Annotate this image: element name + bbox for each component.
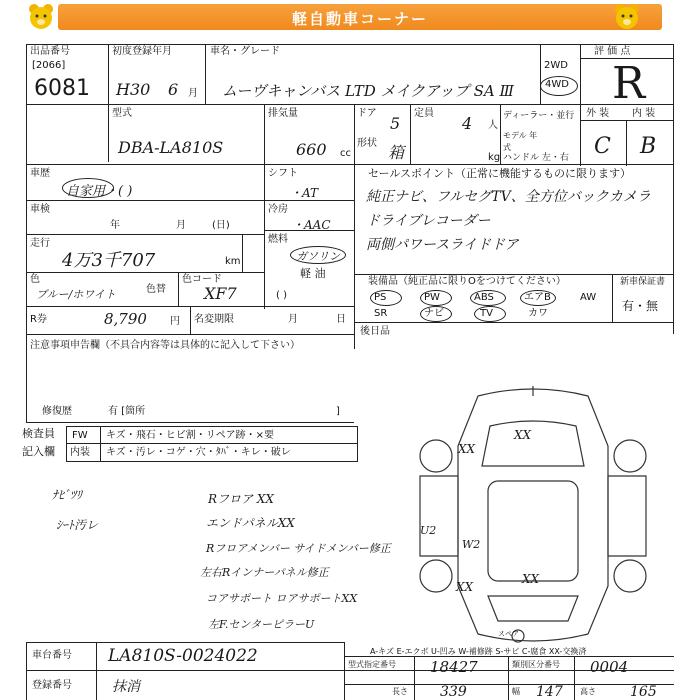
name-change-label: 名変期限 <box>194 314 234 325</box>
remark-2: エンドパネルXX <box>206 516 295 530</box>
cert-value: 18427 <box>430 658 478 676</box>
equip-circle <box>520 290 556 306</box>
cert-label: 型式指定番号 <box>348 660 396 669</box>
seat-label: 定員 <box>414 108 434 119</box>
banner-title: 軽自動車コーナー <box>291 10 428 28</box>
cc-value: 660 <box>296 140 327 159</box>
reg-year: H30 <box>116 80 151 99</box>
remark-left-1: ﾅﾋﾞﾂﾘ <box>52 488 83 502</box>
shift-label: シフト <box>268 168 298 179</box>
remark-1: Rフロア XX <box>208 492 274 506</box>
grade-value: R <box>612 58 646 109</box>
ext-label: 外 装 <box>586 108 610 119</box>
fw-value: キズ・飛石・ヒビ割・リペア跡・×要 <box>106 430 274 441</box>
reg-month-unit: 月 <box>188 88 198 99</box>
inspection-month: 月 <box>176 220 186 231</box>
damage-mark-4: XX <box>456 580 474 594</box>
equip-circle <box>474 306 506 322</box>
height-value: 165 <box>630 684 657 700</box>
inspection-label: 車検 <box>30 204 50 215</box>
damage-mark-5: U2 <box>420 524 437 537</box>
frame-line <box>26 44 27 344</box>
model-year-label: モデル 年式 <box>503 131 538 152</box>
reg-label: 初度登録年月 <box>112 46 172 57</box>
cooler-label: 冷房 <box>268 204 288 215</box>
lot-label: 出品番号 <box>30 46 70 57</box>
auction-sheet <box>0 34 700 700</box>
reg-number-label: 登録番号 <box>32 680 72 691</box>
class-label: 類別区分番号 <box>512 660 560 669</box>
equip-ps: PS <box>374 292 387 303</box>
equipment-label: 装備品（純正品に限りOをつけてください） <box>368 276 566 287</box>
damage-mark-1: XX <box>514 428 532 442</box>
color-code-label: 色コード <box>182 274 222 285</box>
color-label: 色 <box>30 274 40 285</box>
legend: A-キズ E-エクボ U-凹み W-補修跡 S-サビ C-腐食 XX-交換済 <box>370 647 587 656</box>
repair-label: 修復歴 <box>42 406 72 417</box>
mileage-label: 走行 <box>30 238 50 249</box>
equip-pw: PW <box>424 292 440 303</box>
sales-line1: 純正ナビ、フルセグTV、全方位バックカメラ <box>366 189 651 205</box>
ext-value: C <box>594 134 611 159</box>
equip-leather: カワ <box>528 308 548 319</box>
remark-3: Rフロアメンバー サイドメンバー修正 <box>206 542 391 555</box>
chassis-label: 車台番号 <box>32 650 72 661</box>
equip-aw: AW <box>580 292 597 303</box>
drive-4wd: 4WD <box>545 79 569 90</box>
history-label: 車歴 <box>30 168 50 179</box>
equip-circle <box>370 290 402 306</box>
int-check-label: 内装 <box>70 447 90 458</box>
height-label: 高さ <box>580 687 596 696</box>
color-value: ブルー/ホワイト <box>36 288 116 301</box>
equip-circle <box>420 290 452 306</box>
grade-label: 評 価 点 <box>594 46 631 57</box>
sales-line2: ドライブレコーダー <box>366 213 491 229</box>
spare-label: スペア <box>498 630 519 638</box>
remark-4: 左右Rインナーパネル修正 <box>200 566 329 579</box>
dealer-label: ディーラー・並行 <box>503 111 575 121</box>
lot-sub: [2066] <box>32 60 66 71</box>
history-circle <box>62 178 114 198</box>
cc-label: 排気量 <box>268 108 298 119</box>
bear-mascot-icon <box>612 2 642 32</box>
mileage-unit: km <box>225 256 241 267</box>
fw-label: FW <box>72 430 88 441</box>
frame-line <box>673 44 674 334</box>
cc-unit: cc <box>340 148 351 159</box>
name-change-month: 月 <box>288 314 298 325</box>
warranty-value: 有・無 <box>622 299 659 313</box>
damage-mark-3: XX <box>522 572 540 586</box>
color-code-value: XF7 <box>204 284 237 303</box>
kg-unit: kg <box>488 152 501 163</box>
damage-mark-2: XX <box>458 442 476 456</box>
sales-line3: 両側パワースライドドア <box>366 237 519 253</box>
equip-tv: TV <box>480 308 493 319</box>
door-value: 5 <box>390 114 401 133</box>
name-change-day: 日 <box>336 314 346 325</box>
cooler-value: ・AAC <box>292 218 331 232</box>
remark-left-2: ｼｰﾄ汚レ <box>56 518 99 532</box>
lot-number: 6081 <box>34 76 90 101</box>
reg-number-value: 抹消 <box>112 679 140 695</box>
bear-mascot-icon <box>26 2 56 32</box>
chassis-value: LA810S-0024022 <box>108 646 258 666</box>
repair-value: 有 [箇所 <box>108 406 146 417</box>
fuel-paren: ( ) <box>276 290 287 301</box>
color-change-label: 色替 <box>146 284 166 295</box>
mileage-value: 4万3千707 <box>62 250 156 271</box>
shape-value: 箱 <box>388 143 405 162</box>
equip-sr: SR <box>374 308 388 319</box>
int-value: B <box>640 134 657 159</box>
recycle-unit: 円 <box>170 316 180 327</box>
car-damage-diagram <box>408 386 658 648</box>
shape-label: 形状 <box>357 138 377 149</box>
repair-close: ] <box>336 406 340 417</box>
width-value: 147 <box>536 684 563 700</box>
equip-abs: ABS <box>474 292 494 303</box>
recycle-label: R券 <box>30 314 47 325</box>
length-label: 長さ <box>392 687 408 696</box>
remark-6: 左F.センターピラーU <box>208 618 315 631</box>
equip-airbag: エアB <box>524 292 551 303</box>
model-label: 車名・グレード <box>210 46 280 57</box>
type-value: DBA-LA810S <box>118 138 224 157</box>
banner-bar <box>58 4 662 30</box>
class-value: 0004 <box>590 658 629 676</box>
history-value: 自家用・( ) <box>66 184 133 199</box>
remark-5: コアサポート ロアサポートXX <box>206 592 358 605</box>
int-check-value: キズ・汚レ・コゲ・穴・ﾀﾊﾞ・キレ・破レ <box>106 447 291 458</box>
inspection-year: 年 <box>110 220 120 231</box>
equip-circle <box>420 306 452 322</box>
length-value: 339 <box>440 684 467 700</box>
handle-label: ハンドル 左・右 <box>503 153 569 163</box>
recycle-value: 8,790 <box>104 310 147 328</box>
back-seat-label: 後日品 <box>360 326 390 337</box>
drive-2wd: 2WD <box>544 60 568 71</box>
fuel-circle <box>290 246 346 264</box>
damage-mark-6: W2 <box>462 538 481 551</box>
fuel-alt: 軽 油 <box>300 267 326 280</box>
check-label-2: 記入欄 <box>22 445 55 458</box>
shift-value: ・AT <box>290 186 319 200</box>
model-value: ムーヴキャンバス LTD メイクアップ SA Ⅲ <box>222 82 514 100</box>
seat-value: 4 <box>462 114 473 133</box>
equip-navi: ナビ <box>424 308 444 319</box>
warranty-label: 新車保証書 <box>620 277 666 287</box>
check-label-1: 検査員 <box>22 427 55 440</box>
notes-label: 注意事項申告欄（不具合内容等は具体的に記入して下さい） <box>30 340 300 351</box>
seat-unit: 人 <box>488 120 498 131</box>
door-label: ドア <box>357 108 377 119</box>
width-label: 幅 <box>512 687 520 696</box>
fuel-value: ガソリン <box>296 250 340 263</box>
page-banner <box>0 0 700 34</box>
sales-label: セールスポイント（正常に機能するものに限ります） <box>368 167 632 180</box>
equip-circle <box>470 290 506 306</box>
inspection-day: (日) <box>212 220 230 231</box>
type-label: 型式 <box>112 108 132 119</box>
reg-month: 6 <box>168 80 179 99</box>
fuel-label: 燃料 <box>268 234 288 245</box>
int-label: 内 装 <box>632 108 656 119</box>
